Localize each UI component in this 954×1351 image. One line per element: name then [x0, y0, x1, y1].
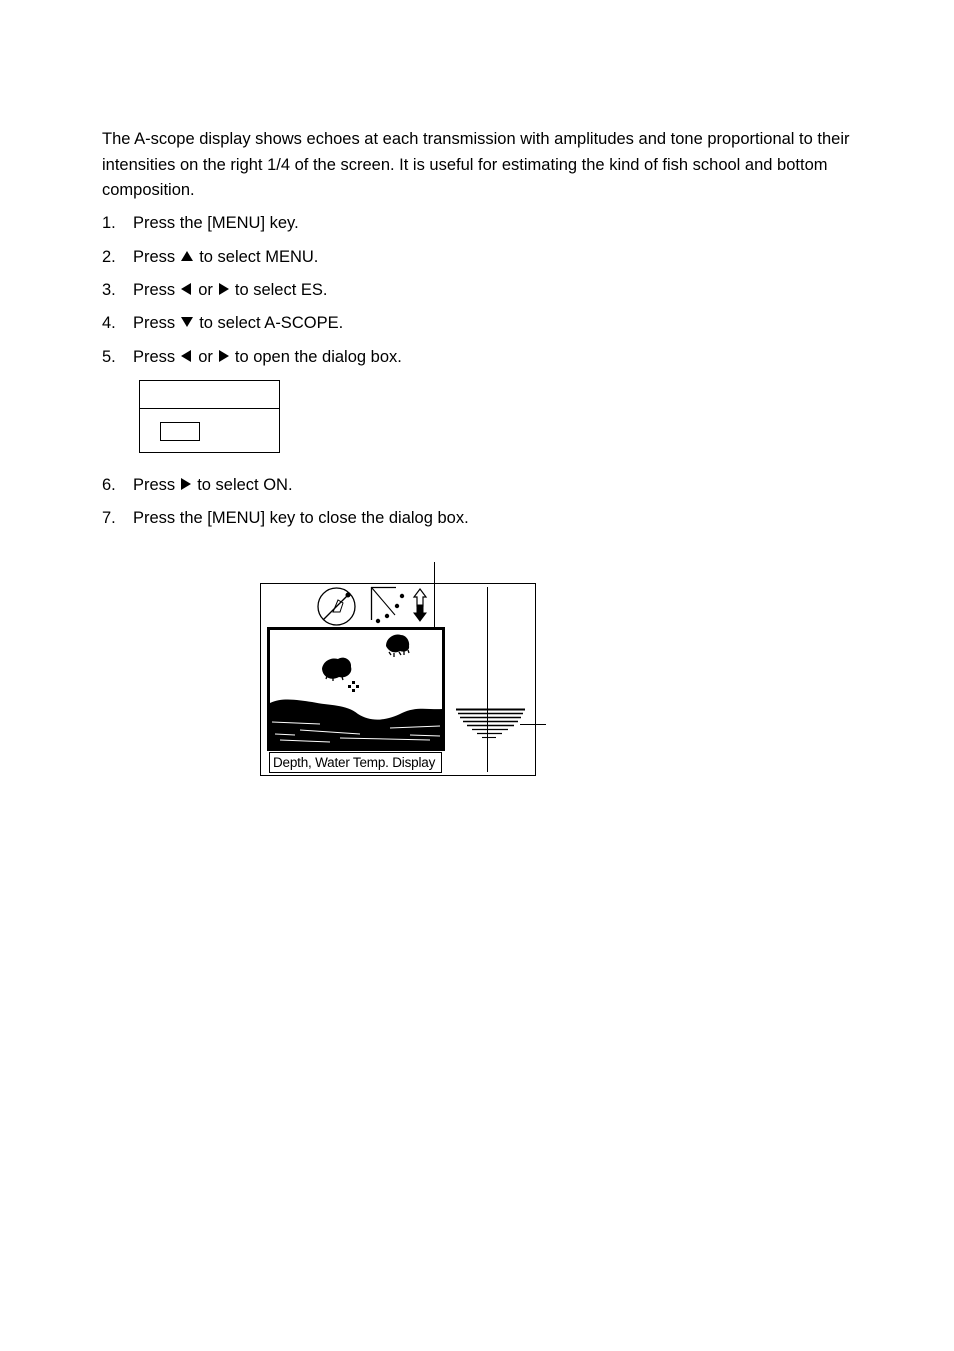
step-text-after: to select A-SCOPE.	[199, 314, 344, 332]
step-number: 6.	[102, 476, 116, 494]
step-or: or	[198, 348, 213, 366]
arrow-up-icon	[414, 589, 426, 606]
depth-temp-display-label: Depth, Water Temp. Display	[269, 752, 442, 773]
step-number: 5.	[102, 348, 116, 366]
step-text-after: to select MENU.	[199, 248, 319, 266]
step-number: 3.	[102, 281, 116, 299]
step-number: 4.	[102, 314, 116, 332]
step-or: or	[198, 281, 213, 299]
a-scope-echo	[456, 710, 525, 738]
no-anchor-icon	[318, 588, 355, 625]
fish-alarm-icon	[371, 587, 404, 623]
step-number: 1.	[102, 214, 116, 232]
step-text-after: to select ES.	[234, 281, 328, 299]
step-text: Press	[133, 348, 176, 366]
step-text: Press	[133, 476, 176, 494]
arrow-down-icon	[414, 605, 426, 621]
step-text-after: to select ON.	[197, 476, 293, 494]
step-text: Press the [MENU] key to close the dialog box.	[133, 509, 469, 527]
step-text-after: to open the dialog box.	[234, 348, 402, 366]
step-text: Press	[133, 281, 176, 299]
step-text: Press	[133, 248, 176, 266]
intro-paragraph: The A-scope display shows echoes at each transmission with amplitudes and tone proportional to their intensities on the right 1/4 of the screen. It is useful for estimating the kind of fish school and bottom composition.	[102, 130, 850, 199]
step-number: 2.	[102, 248, 116, 266]
step-text: Press the [MENU] key.	[133, 214, 299, 232]
step-number: 7.	[102, 509, 116, 527]
step-text: Press	[133, 314, 176, 332]
